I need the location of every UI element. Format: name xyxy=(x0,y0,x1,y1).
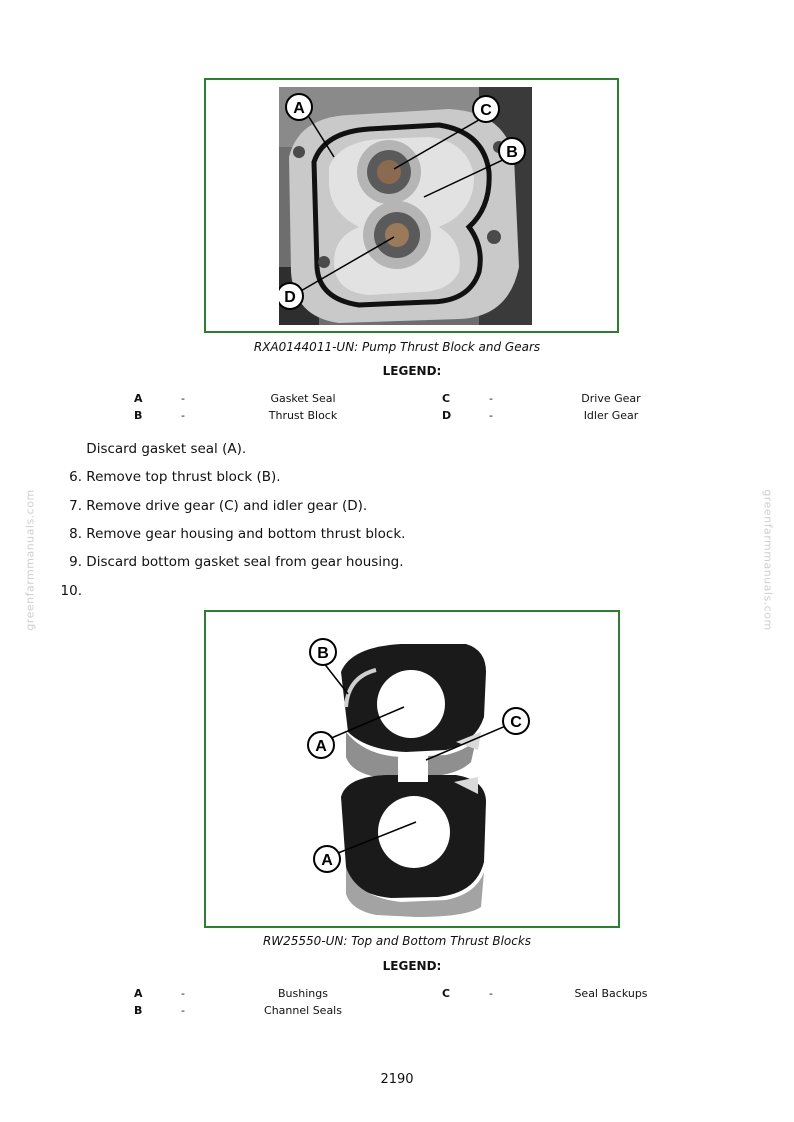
callout-c xyxy=(473,96,499,122)
callout-d xyxy=(279,283,303,309)
figure1-legend-title: LEGEND: xyxy=(382,364,442,378)
legend-dash: - xyxy=(489,409,493,422)
callout-a xyxy=(286,94,312,120)
step-item xyxy=(50,469,650,485)
svg-text:B: B xyxy=(317,645,329,662)
callout-b xyxy=(499,138,525,164)
svg-text:A: A xyxy=(293,100,305,117)
callout-a xyxy=(314,846,340,872)
photo-pump-thrust-block-and-gears xyxy=(279,87,532,325)
step-item xyxy=(50,583,650,599)
step-item xyxy=(50,441,650,457)
legend-value: Thrust Block xyxy=(268,409,338,422)
legend-dash: - xyxy=(181,392,185,405)
step-text: Discard bottom gasket seal from gear housing. xyxy=(86,554,404,570)
legend-dash: - xyxy=(489,392,493,405)
step-number: 8. xyxy=(69,526,82,542)
legend-dash: - xyxy=(489,987,493,1000)
watermark-left: greenfarmmanuals.com xyxy=(23,489,37,631)
callout-b xyxy=(310,639,336,665)
step-number: 7. xyxy=(69,498,82,514)
legend-value: Drive Gear xyxy=(581,392,641,405)
step-number: 9. xyxy=(69,554,82,570)
svg-text:A: A xyxy=(315,738,327,755)
figure1-caption: RXA0144011-UN: Pump Thrust Block and Gears xyxy=(253,340,541,354)
legend-value: Seal Backups xyxy=(574,987,648,1000)
step-number: 10. xyxy=(60,583,82,599)
legend-value: Gasket Seal xyxy=(270,392,336,405)
figure-pump-thrust-block xyxy=(204,78,619,333)
svg-text:C: C xyxy=(480,102,492,119)
thrust-blocks-illustration xyxy=(306,632,536,917)
step-text: Remove drive gear (C) and idler gear (D). xyxy=(86,498,368,514)
legend-value: Idler Gear xyxy=(583,409,639,422)
figure2-legend-title: LEGEND: xyxy=(382,959,442,973)
legend-key: C xyxy=(442,392,451,405)
legend-key: B xyxy=(134,409,143,422)
svg-text:A: A xyxy=(321,852,333,869)
pump-photo-illustration xyxy=(279,87,532,325)
legend-dash: - xyxy=(181,987,185,1000)
svg-text:D: D xyxy=(284,289,296,306)
svg-text:B: B xyxy=(506,144,518,161)
legend-value: Bushings xyxy=(278,987,328,1000)
legend-key: D xyxy=(442,409,452,422)
step-item xyxy=(50,554,650,570)
step-item xyxy=(50,498,650,514)
legend-dash: - xyxy=(181,409,185,422)
callout-c xyxy=(503,708,529,734)
step-text: Discard gasket seal (A). xyxy=(86,441,247,457)
legend-key: A xyxy=(134,392,143,405)
legend-key: A xyxy=(134,987,143,1000)
step-text: Remove top thrust block (B). xyxy=(86,469,281,485)
step-item xyxy=(50,526,650,542)
watermark-right: greenfarmmanuals.com xyxy=(761,489,775,631)
callout-a xyxy=(308,732,334,758)
figure-thrust-blocks xyxy=(204,610,620,928)
svg-text:C: C xyxy=(510,714,522,731)
legend-value: Channel Seals xyxy=(264,1004,342,1017)
figure2-caption: RW25550-UN: Top and Bottom Thrust Blocks xyxy=(262,934,532,948)
page-number: 2190 xyxy=(380,1072,414,1087)
legend-key: C xyxy=(442,987,451,1000)
legend-dash: - xyxy=(181,1004,185,1017)
step-number: 6. xyxy=(69,469,82,485)
legend-key: B xyxy=(134,1004,143,1017)
photo-top-and-bottom-thrust-blocks xyxy=(306,632,536,917)
step-text: Remove gear housing and bottom thrust block. xyxy=(86,526,406,542)
